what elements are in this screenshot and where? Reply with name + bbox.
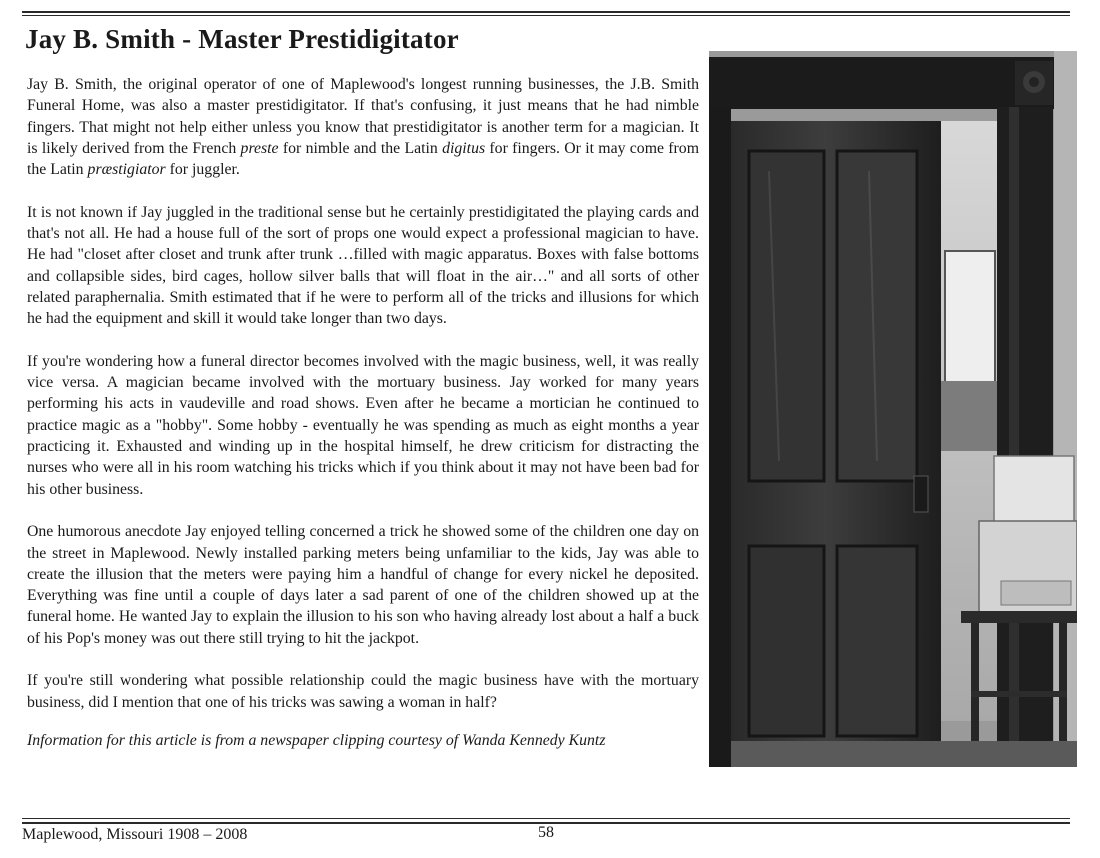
paragraph-3: If you're wondering how a funeral director becomes involved with the magic business, well, it was really vice versa. A magician became involved with the mortuary business. Jay worked for many years performing his acts in vaudeville and road shows. Even after he became a mortician he continued to practice magic as a "hobby". Some hobby - eventually he was spending as much as eight months a year practicing it. Exhausted and winding up in the hospital himself, he drew criticism for distracting the nurses who were all in his room watching his tricks which if you think about it may not have been bad for his other business. (27, 352, 699, 498)
paragraph-1-text-d: for juggler. (165, 161, 240, 179)
paragraph-1-italic-praestigiator: præstigiator (87, 161, 166, 179)
header-rule-thin (22, 15, 1070, 16)
paragraph-2: It is not known if Jay juggled in the traditional sense but he certainly prestidigitated the playing cards and that's not all. He had a house full of the sort of props one would expect a professional magician to have. He had "closet after closet and trunk after trunk …filled with magic apparatus. Boxes with false bottoms and collapsible sides, bird cages, hollow silver balls that will float in the air…" and all sorts of other related paraphernalia. Smith estimated that if he were to perform all of the tricks and illusions for which he had the equipment and skill it would take longer than two days. (27, 203, 699, 328)
article-title: Jay B. Smith - Master Prestidigitator (25, 24, 459, 54)
header-rule-thick (22, 11, 1070, 13)
paragraph-1-italic-preste: preste (240, 139, 279, 157)
doorway-photo (709, 51, 1077, 767)
paragraph-4: One humorous anecdote Jay enjoyed telling concerned a trick he showed some of the children one day on the street in Maplewood. Newly installed parking meters being unfamiliar to the kids, Jay was able to create the illusion that the meters were paying him a handful of change for every nickel he deposited. Everything was fine until a couple of days later a sad parent of one of the children showed up at the funeral home. He wanted Jay to explain the illusion to his son who having already lost about a half a buck of his Pop's money was out there still trying to hit the jackpot. (27, 523, 699, 647)
paragraph-1-text-a: Jay B. Smith, the original operator of one of Maplewood's longest running businesses, the J.B. Smith Funeral Home, was also a master prestidigitator. If that's confusing, it just means that he had nimble fingers. That might not help either unless you know that prestidigitator is another term for a magician. It is likely derived from the French (27, 76, 699, 157)
paragraph-1-italic-digitus: digitus (442, 139, 486, 157)
paragraph-5: If you're still wondering what possible relationship could the magic business have with the mortuary business, did I mention that one of his tricks was sawing a woman in half? (27, 672, 699, 711)
paragraph-1 (27, 74, 699, 180)
article-credit: Information for this article is from a newspaper clipping courtesy of Wanda Kennedy Kuntz (27, 732, 606, 750)
page-number: 58 (538, 824, 554, 841)
paragraph-1-text-c: for fingers. Or it may come from the Latin (27, 139, 699, 179)
article-body (27, 74, 699, 773)
footer-location-years: Maplewood, Missouri 1908 – 2008 (22, 826, 248, 843)
paragraph-1-text-b: for nimble and the Latin (278, 139, 443, 157)
footer-rule-thin (22, 818, 1070, 819)
